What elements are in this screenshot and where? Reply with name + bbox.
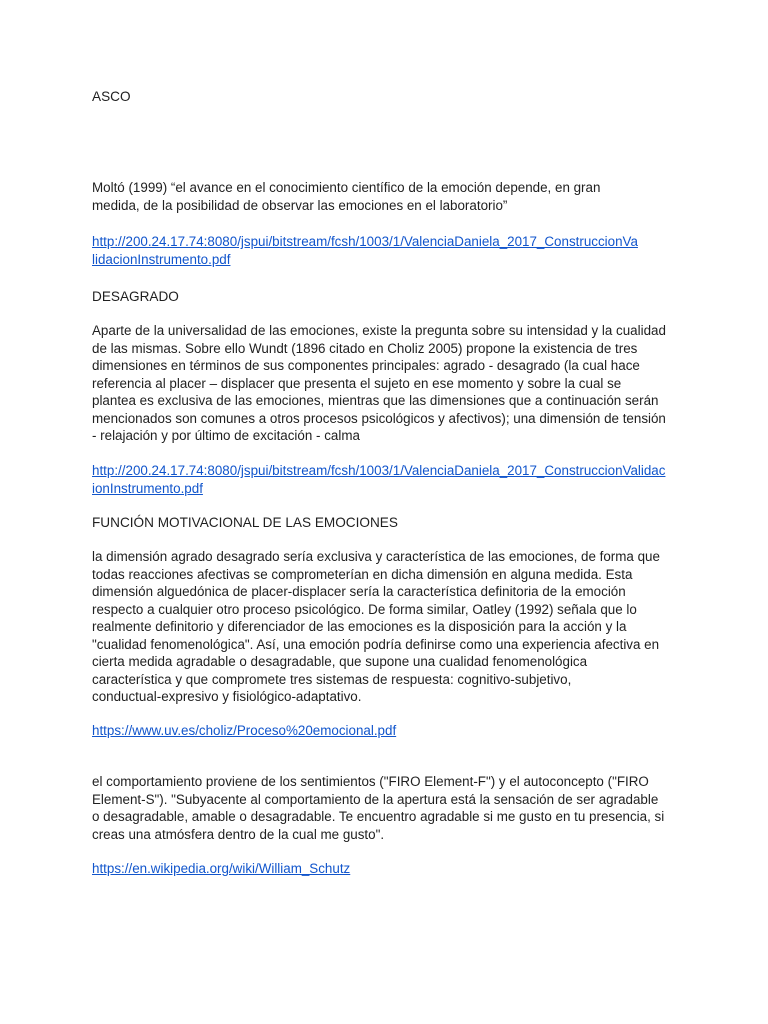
text-line: Aparte de la universalidad de las emociones, existe la pregunta sobre su intensidad y la cualidad (92, 323, 666, 338)
heading-funcion-text: FUNCIÓN MOTIVACIONAL DE LAS EMOCIONES (92, 515, 398, 530)
link-line[interactable]: http://200.24.17.74:8080/jspui/bitstream/fcsh/1003/1/ValenciaDaniela_2017_ConstruccionValidac (92, 463, 666, 478)
text-line: dimensiones en términos de sus componentes principales: agrado - desagrado (la cual hace (92, 358, 640, 373)
link-line[interactable]: ionInstrumento.pdf (92, 480, 203, 496)
link-line[interactable]: https://www.uv.es/choliz/Proceso%20emocional.pdf (92, 723, 397, 738)
link-uv-choliz[interactable] (92, 722, 676, 740)
paragraph-schutz (92, 773, 676, 843)
text-line: mencionados son comunes a otros procesos psicológicos y afectivos); una dimensión de tensión (92, 410, 666, 426)
link-valencia-2[interactable] (92, 462, 676, 497)
text-line: el comportamiento proviene de los sentimientos ("FIRO Element-F") y el autoconcepto ("FIRO (92, 774, 649, 789)
paragraph-molto-quote (92, 179, 676, 214)
text-line: Moltó (1999) “el avance en el conocimiento científico de la emoción depende, en gran (92, 180, 601, 195)
text-line: realmente definitorio y diferenciador de las emociones es la disposición para la acción y la (92, 619, 627, 634)
text-line: característica y que compromete tres sistemas de respuesta: cognitivo-subjetivo, (92, 671, 572, 687)
text-line: "cualidad fenomenológica". Así, una emoción podría definirse como una experiencia afectiva en (92, 636, 660, 652)
text-line: respecto a cualquier otro proceso psicológico. De forma similar, Oatley (1992) señala que lo (92, 601, 637, 617)
paragraph-funcion (92, 548, 676, 706)
paragraph-desagrado (92, 322, 676, 445)
heading-desagrado (92, 288, 676, 306)
link-line[interactable]: lidacionInstrumento.pdf (92, 251, 231, 267)
text-line: Element-S"). "Subyacente al comportamiento de la apertura está la sensación de ser agradable (92, 791, 659, 807)
text-line: conductual-expresivo y fisiológico-adaptativo. (92, 689, 362, 704)
heading-desagrado-text: DESAGRADO (92, 289, 179, 304)
text-line: plantea es exclusiva de las emociones, mientras que las dimensiones que a continuación serán (92, 393, 659, 408)
text-line: la dimensión agrado desagrado sería exclusiva y característica de las emociones, de forma que (92, 549, 660, 564)
text-line: todas reacciones afectivas se comprometerían en dicha dimensión en alguna medida. Esta (92, 566, 633, 582)
link-line[interactable]: http://200.24.17.74:8080/jspui/bitstream/fcsh/1003/1/ValenciaDaniela_2017_ConstruccionVa (92, 234, 638, 249)
text-line: creas una atmósfera dentro de la cual me gusto". (92, 826, 385, 842)
text-line: o desagradable, amable o desagradable. Te encuentro agradable si me gusto en tu presencia, si (92, 809, 665, 824)
text-line: dimensión alguedónica de placer-displacer sería la característica definitoria de la emoción (92, 584, 626, 599)
link-line[interactable]: https://en.wikipedia.org/wiki/William_Schutz (92, 861, 351, 876)
text-line: cierta medida agradable o desagradable, que supone una cualidad fenomenológica (92, 654, 588, 669)
link-valencia-1[interactable] (92, 233, 676, 268)
text-line: medida, de la posibilidad de observar las emociones en el laboratorio” (92, 197, 508, 213)
text-line: de las mismas. Sobre ello Wundt (1896 citado en Choliz 2005) propone la existencia de tres (92, 340, 638, 356)
text-line: referencia al placer – displacer que presenta el sujeto en ese momento y sobre la cual se (92, 375, 622, 391)
link-wikipedia-schutz[interactable] (92, 860, 676, 878)
text-line: - relajación y por último de excitación - calma (92, 428, 360, 443)
heading-asco (92, 88, 676, 106)
heading-asco-text: ASCO (92, 89, 131, 104)
heading-funcion-motivacional (92, 514, 676, 532)
